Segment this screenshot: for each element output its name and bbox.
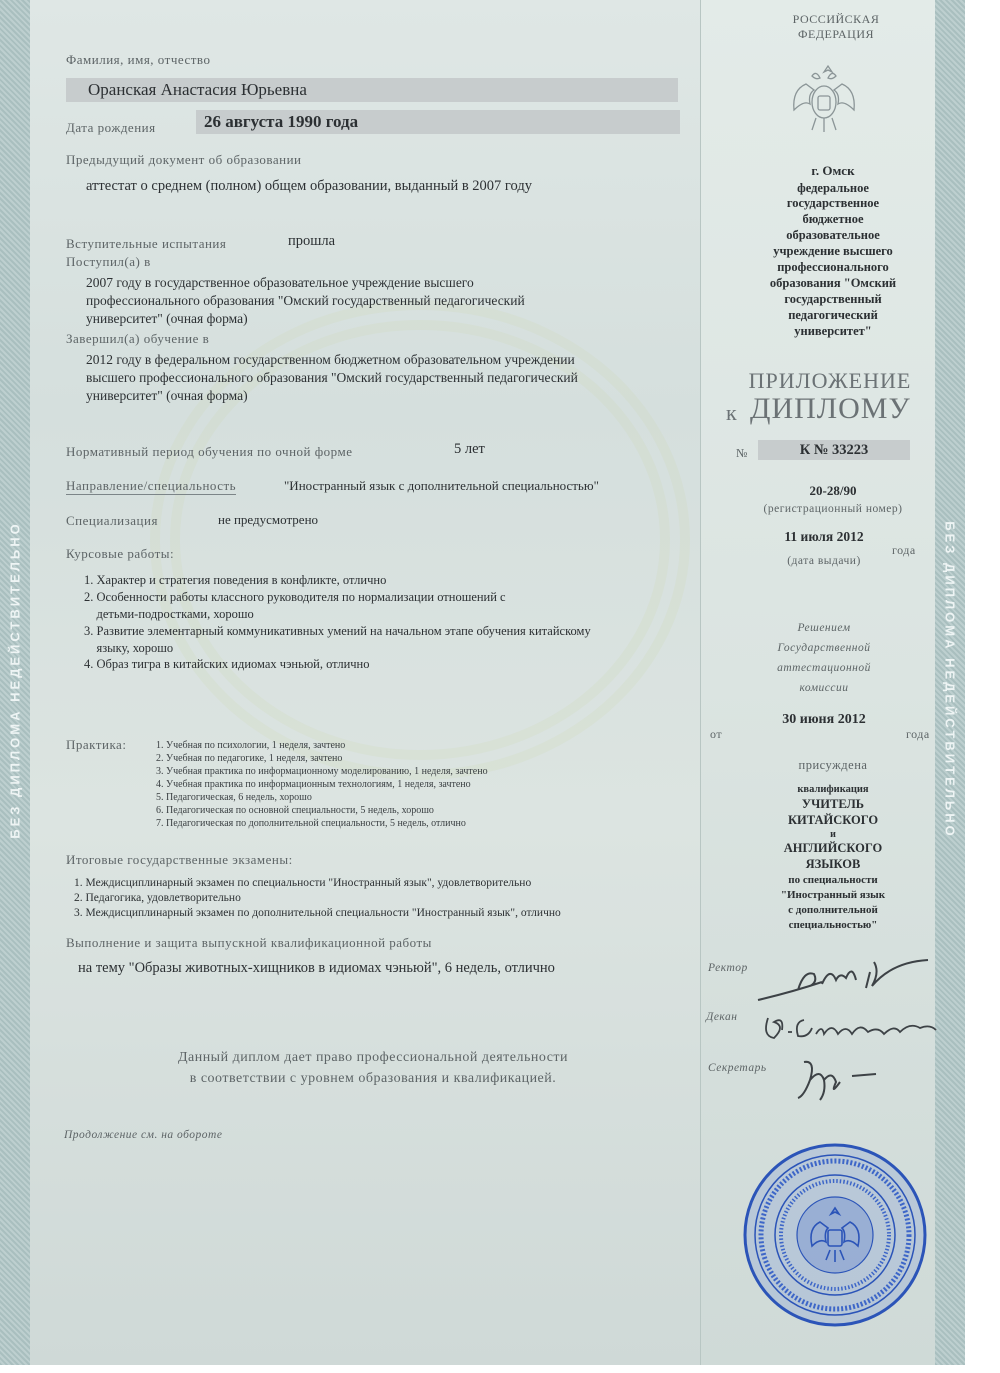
awarded-label: присуждена — [798, 758, 868, 772]
period-label: Нормативный период обучения по очной форме — [66, 444, 353, 459]
specialty-line-2: с дополнительной — [788, 904, 878, 916]
thesis-value: на тему "Образы животных-хищников в идиомах чэньюй", 6 недель, отлично — [78, 960, 555, 976]
completed-label: Завершил(а) обучение в — [66, 331, 210, 346]
practice-line-7: 7. Педагогическая по дополнительной специальности, 5 недель, отлично — [156, 818, 466, 829]
secretary-label: Секретарь — [708, 1062, 767, 1074]
completed-line-3: университет" (очная форма) — [86, 388, 248, 403]
practice-line-3: 3. Учебная практика по информационному моделированию, 1 неделя, зачтено — [156, 766, 488, 777]
institution-line-10: университет" — [794, 324, 872, 338]
practice-line-5: 5. Педагогическая, 6 недель, хорошо — [156, 792, 312, 803]
institution-line-6: профессионального — [777, 260, 889, 274]
exam-line-2: 2. Педагогика, удовлетворительно — [74, 892, 241, 904]
institution-line-9: педагогический — [788, 308, 878, 322]
date-of-birth: 26 августа 1990 года — [196, 110, 680, 134]
left-security-band — [0, 0, 30, 1365]
number-label: № — [736, 446, 748, 460]
qualification-line-1: УЧИТЕЛЬ — [801, 797, 865, 811]
reg-number: 20-28/90 — [809, 483, 857, 498]
decision-date: 30 июня 2012 — [782, 712, 866, 727]
decision-line-3: аттестационной — [777, 662, 871, 674]
title-prefix: к — [726, 400, 738, 425]
rights-line-2: в соответствии с уровнем образования и квалификацией. — [189, 1071, 557, 1086]
thesis-label: Выполнение и защита выпускной квалификационной работы — [66, 935, 432, 950]
issue-date: 11 июля 2012 — [784, 529, 864, 544]
period-value: 5 лет — [454, 441, 485, 457]
decision-line-1: Решением — [797, 622, 851, 634]
band-text-left: БЕЗ ДИПЛОМА НЕДЕЙСТВИТЕЛЬНО — [7, 521, 23, 839]
country-line-2: ФЕДЕРАЦИЯ — [798, 27, 874, 41]
direction-label: Направление/специальность — [66, 478, 237, 493]
title-diploma: ДИПЛОМУ — [750, 392, 911, 425]
rector-signature — [752, 952, 932, 1008]
institution-line-7: образования "Омский — [769, 276, 897, 290]
specialization-value: не предусмотрено — [218, 512, 319, 527]
exam-line-1: 1. Междисциплинарный экзамен по специальности "Иностранный язык", удовлетворительно — [74, 877, 532, 889]
qualification-line-5: ЯЗЫКОВ — [805, 857, 861, 871]
issuer-city: г. Омск — [811, 163, 855, 178]
decision-line-4: комиссии — [799, 682, 849, 694]
institution-line-1: федеральное — [797, 181, 869, 195]
practice-label: Практика: — [66, 737, 127, 752]
enrolled-line-1: 2007 году в государственное образовательное учреждение высшего — [86, 275, 474, 290]
specialty-line-3: специальностью" — [788, 919, 878, 931]
enrolled-line-2: профессионального образования "Омский государственный педагогический — [86, 293, 525, 308]
dean-signature — [760, 1006, 940, 1050]
right-security-band — [935, 0, 965, 1365]
double-headed-eagle-icon — [786, 60, 862, 136]
decision-from-label: от — [710, 727, 723, 741]
coursework-line-5: языку, хорошо — [84, 641, 174, 655]
decision-line-2: Государственной — [777, 642, 871, 654]
enrolled-line-3: университет" (очная форма) — [86, 311, 248, 326]
institution-line-8: государственный — [784, 292, 882, 306]
rights-line-1: Данный диплом дает право профессиональной деятельности — [177, 1050, 569, 1065]
dob-label: Дата рождения — [66, 120, 156, 135]
issue-year-suffix: года — [892, 543, 916, 557]
qualification-label: квалификация — [797, 784, 869, 795]
coursework-line-6: 4. Образ тигра в китайских идиомах чэньюй, отлично — [84, 657, 370, 671]
practice-line-1: 1. Учебная по психологии, 1 неделя, зачтено — [156, 740, 346, 751]
entrance-value: прошла — [288, 233, 336, 249]
entrance-label: Вступительные испытания — [66, 236, 227, 251]
institution-line-3: бюджетное — [802, 212, 864, 226]
fio-label: Фамилия, имя, отчество — [66, 52, 211, 67]
prev-doc-value: аттестат о среднем (полном) общем образовании, выданный в 2007 году — [86, 178, 532, 194]
exams-label: Итоговые государственные экзамены: — [66, 852, 293, 867]
country-line-1: РОССИЙСКАЯ — [792, 12, 880, 26]
title-appendix: ПРИЛОЖЕНИЕ — [748, 368, 912, 393]
institution-line-4: образовательное — [786, 228, 880, 242]
issue-date-label: (дата выдачи) — [787, 555, 861, 567]
coursework-line-4: 3. Развитие элементарный коммуникативных умений на начальном этапе обучения китайскому — [84, 624, 591, 638]
coursework-label: Курсовые работы: — [66, 546, 175, 561]
supplement-number: К № 33223 — [758, 440, 910, 460]
institution-line-5: учреждение высшего — [773, 244, 893, 258]
dean-label: Декан — [706, 1011, 738, 1023]
specialization-label: Специализация — [66, 513, 158, 528]
direction-value: "Иностранный язык с дополнительной специальностью" — [284, 478, 599, 493]
decision-year-suffix: года — [906, 727, 930, 741]
completed-line-1: 2012 году в федеральном государственном бюджетном образовательном учреждении — [86, 352, 575, 367]
qualification-line-2: КИТАЙСКОГО — [787, 813, 879, 827]
rector-label: Ректор — [708, 962, 748, 974]
band-text-right: БЕЗ ДИПЛОМА НЕДЕЙСТВИТЕЛЬНО — [942, 521, 958, 839]
full-name: Оранская Анастасия Юрьевна — [66, 78, 678, 102]
institution-line-2: государственное — [786, 196, 880, 210]
prev-doc-label: Предыдущий документ об образовании — [66, 152, 302, 167]
coursework-line-2: 2. Особенности работы классного руководителя по нормализации отношений с — [84, 590, 506, 604]
enrolled-label: Поступил(а) в — [66, 254, 151, 269]
coursework-line-3: детьми-подростками, хорошо — [84, 607, 254, 621]
exam-line-3: 3. Междисциплинарный экзамен по дополнительной специальности "Иностранный язык", отлично — [74, 907, 561, 919]
continued-note: Продолжение см. на обороте — [64, 1129, 223, 1141]
completed-line-2: высшего профессионального образования "Омский государственный педагогический — [86, 370, 578, 385]
qualification-line-4: АНГЛИЙСКОГО — [783, 841, 883, 855]
practice-line-4: 4. Учебная практика по информационным технологиям, 1 неделя, зачтено — [156, 779, 471, 790]
university-seal — [742, 1142, 928, 1328]
qualification-line-3: и — [830, 829, 836, 840]
reg-number-label: (регистрационный номер) — [763, 503, 903, 515]
practice-line-6: 6. Педагогическая по основной специальности, 5 недель, хорошо — [156, 805, 434, 816]
specialty-line-1: "Иностранный язык — [780, 889, 886, 901]
secretary-signature — [790, 1052, 890, 1104]
specialty-label: по специальности — [788, 874, 878, 886]
panel-divider — [700, 0, 701, 1365]
coursework-line-1: 1. Характер и стратегия поведения в конфликте, отлично — [84, 573, 387, 587]
practice-line-2: 2. Учебная по педагогике, 1 неделя, зачтено — [156, 753, 343, 764]
